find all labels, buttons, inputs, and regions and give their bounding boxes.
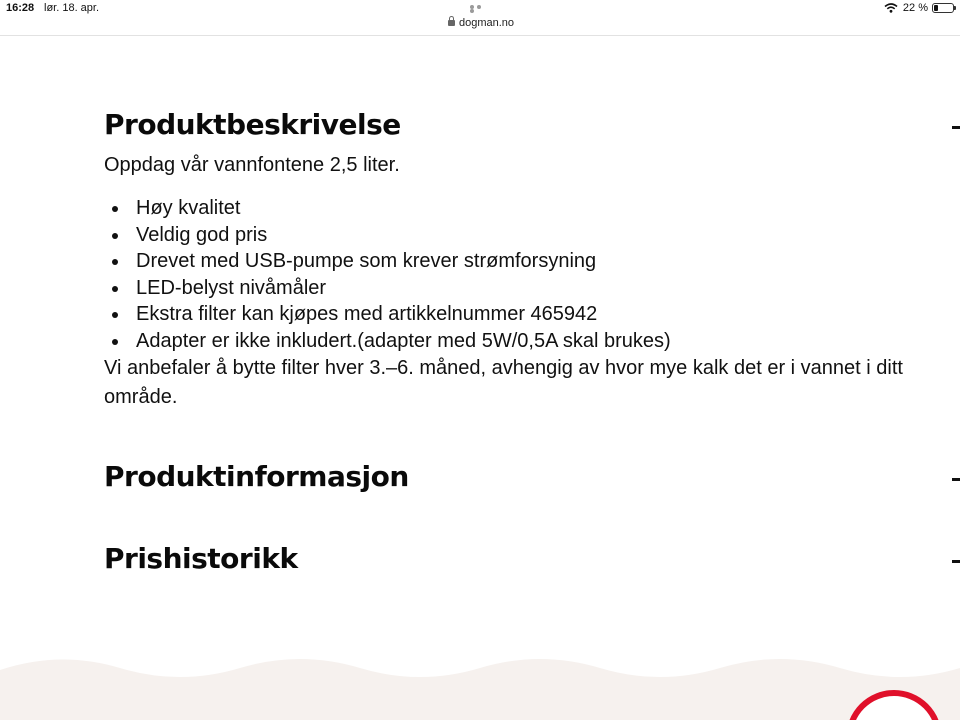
description-intro: Oppdag vår vannfontene 2,5 liter. — [104, 154, 400, 176]
feature-item: Drevet med USB-pumpe som krever strømforsyning — [104, 248, 671, 275]
wifi-icon — [884, 3, 898, 13]
section-price-history-header[interactable] — [104, 542, 298, 575]
status-date: lør. 18. apr. — [44, 2, 100, 14]
battery-icon — [932, 3, 954, 13]
section-price-history-title: Prishistorikk — [104, 542, 298, 575]
feature-item: Ekstra filter kan kjøpes med artikkelnummer 465942 — [104, 301, 671, 328]
status-time: 16:28 — [6, 2, 35, 14]
lock-icon — [448, 20, 455, 26]
feature-item: LED-belyst nivåmåler — [104, 275, 671, 302]
section-info-header[interactable] — [104, 460, 409, 493]
filter-note: Vi anbefaler å bytte filter hver 3.–6. måned, avhengig av hvor mye kalk det er i vannet i ditt område. — [104, 357, 903, 408]
feature-list — [104, 195, 671, 354]
status-bar — [0, 0, 960, 36]
feature-item: Adapter er ikke inkludert.(adapter med 5W/0,5A skal brukes) — [104, 328, 671, 355]
collapse-description-icon[interactable] — [952, 126, 960, 129]
footer-wave-decoration — [0, 640, 960, 720]
address-url: dogman.no — [459, 17, 515, 29]
address-bar[interactable] — [448, 17, 514, 29]
section-description-header[interactable] — [104, 108, 401, 141]
feature-item: Veldig god pris — [104, 222, 671, 249]
expand-info-icon[interactable] — [952, 478, 960, 481]
battery-percent: 22 % — [902, 2, 928, 14]
status-indicators — [884, 2, 954, 14]
section-description-title: Produktbeskrivelse — [104, 108, 401, 141]
expand-price-history-icon[interactable] — [952, 560, 960, 563]
tab-overview-dots-icon[interactable] — [470, 5, 490, 9]
section-info-title: Produktinformasjon — [104, 460, 409, 493]
feature-item: Høy kvalitet — [104, 195, 671, 222]
